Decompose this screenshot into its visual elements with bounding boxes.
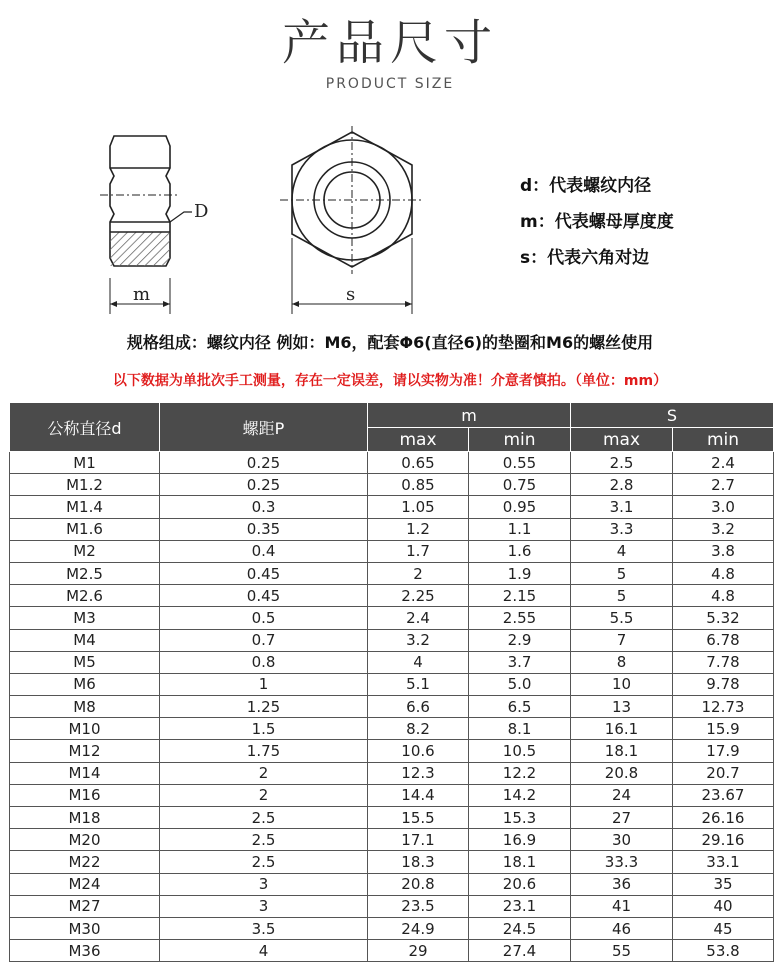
cell-s-min: 26.16 <box>673 807 774 829</box>
cell-m-max: 18.3 <box>368 851 469 873</box>
legend-d: d：代表螺纹内径 <box>520 176 652 196</box>
cell-m-min: 2.55 <box>469 607 571 629</box>
cell-pitch: 2 <box>160 784 368 806</box>
label-m: m <box>133 284 151 305</box>
cell-m-min: 27.4 <box>469 940 571 962</box>
cell-pitch: 3 <box>160 895 368 917</box>
cell-pitch: 0.7 <box>160 629 368 651</box>
cell-nominal: M1.4 <box>10 496 160 518</box>
cell-m-max: 3.2 <box>368 629 469 651</box>
header-m-min: min <box>469 428 571 452</box>
table-body <box>10 452 774 962</box>
cell-s-max: 46 <box>571 917 673 939</box>
cell-nominal: M2 <box>10 540 160 562</box>
cell-nominal: M24 <box>10 873 160 895</box>
cell-pitch: 0.45 <box>160 562 368 584</box>
cell-m-max: 2 <box>368 562 469 584</box>
cell-pitch: 1 <box>160 673 368 695</box>
cell-s-max: 3.1 <box>571 496 673 518</box>
cell-m-max: 29 <box>368 940 469 962</box>
cell-s-max: 5.5 <box>571 607 673 629</box>
cell-m-max: 10.6 <box>368 740 469 762</box>
cell-nominal: M20 <box>10 829 160 851</box>
cell-m-min: 23.1 <box>469 895 571 917</box>
cell-s-min: 6.78 <box>673 629 774 651</box>
cell-pitch: 0.5 <box>160 607 368 629</box>
cell-m-max: 24.9 <box>368 917 469 939</box>
cell-pitch: 0.25 <box>160 474 368 496</box>
cell-s-max: 13 <box>571 696 673 718</box>
cell-pitch: 1.5 <box>160 718 368 740</box>
header-nominal-diameter: 公称直径d <box>10 403 160 452</box>
table-row <box>10 762 774 784</box>
cell-s-min: 4.8 <box>673 562 774 584</box>
cell-nominal: M1.2 <box>10 474 160 496</box>
cell-s-max: 10 <box>571 673 673 695</box>
measurement-warning: 以下数据为单批次手工测量，存在一定误差，请以实物为准！介意者慎拍。（单位：mm） <box>112 373 668 389</box>
cell-m-max: 20.8 <box>368 873 469 895</box>
cell-m-min: 24.5 <box>469 917 571 939</box>
cell-pitch: 0.25 <box>160 452 368 474</box>
cell-m-min: 10.5 <box>469 740 571 762</box>
cell-m-min: 1.1 <box>469 518 571 540</box>
legend-m: m：代表螺母厚度度 <box>520 212 674 232</box>
cell-s-max: 27 <box>571 807 673 829</box>
cell-s-min: 53.8 <box>673 940 774 962</box>
cell-m-max: 12.3 <box>368 762 469 784</box>
table-row <box>10 562 774 584</box>
cell-s-max: 5 <box>571 585 673 607</box>
cell-s-max: 41 <box>571 895 673 917</box>
page-title: 产品尺寸 <box>281 15 498 71</box>
cell-nominal: M5 <box>10 651 160 673</box>
cell-s-min: 35 <box>673 873 774 895</box>
cell-m-min: 0.95 <box>469 496 571 518</box>
cell-m-max: 4 <box>368 651 469 673</box>
cell-pitch: 0.35 <box>160 518 368 540</box>
cell-s-min: 12.73 <box>673 696 774 718</box>
header-s-max: max <box>571 428 673 452</box>
cell-m-max: 1.2 <box>368 518 469 540</box>
cell-m-max: 0.65 <box>368 452 469 474</box>
table-row <box>10 829 774 851</box>
cell-pitch: 1.75 <box>160 740 368 762</box>
table-row <box>10 940 774 962</box>
cell-pitch: 0.8 <box>160 651 368 673</box>
cell-s-max: 30 <box>571 829 673 851</box>
cell-nominal: M2.6 <box>10 585 160 607</box>
cell-m-min: 14.2 <box>469 784 571 806</box>
table-row <box>10 873 774 895</box>
cell-m-min: 8.1 <box>469 718 571 740</box>
cell-s-max: 20.8 <box>571 762 673 784</box>
cell-m-max: 5.1 <box>368 673 469 695</box>
cell-m-min: 20.6 <box>469 873 571 895</box>
cell-m-max: 17.1 <box>368 829 469 851</box>
cell-s-min: 45 <box>673 917 774 939</box>
table-row <box>10 807 774 829</box>
cell-s-min: 9.78 <box>673 673 774 695</box>
table-row <box>10 585 774 607</box>
cell-s-max: 55 <box>571 940 673 962</box>
cell-nominal: M1 <box>10 452 160 474</box>
cell-s-min: 17.9 <box>673 740 774 762</box>
cell-m-min: 6.5 <box>469 696 571 718</box>
cell-pitch: 2.5 <box>160 807 368 829</box>
cell-s-max: 16.1 <box>571 718 673 740</box>
header-pitch: 螺距P <box>160 403 368 452</box>
cell-m-min: 1.6 <box>469 540 571 562</box>
cell-nominal: M22 <box>10 851 160 873</box>
cell-m-min: 2.15 <box>469 585 571 607</box>
table-row <box>10 496 774 518</box>
cell-pitch: 2.5 <box>160 851 368 873</box>
cell-m-max: 23.5 <box>368 895 469 917</box>
cell-m-max: 0.85 <box>368 474 469 496</box>
table-row <box>10 452 774 474</box>
table-row <box>10 474 774 496</box>
cell-m-min: 5.0 <box>469 673 571 695</box>
cell-s-min: 5.32 <box>673 607 774 629</box>
cell-s-min: 15.9 <box>673 718 774 740</box>
cell-m-min: 18.1 <box>469 851 571 873</box>
cell-nominal: M8 <box>10 696 160 718</box>
table-row <box>10 718 774 740</box>
cell-s-max: 3.3 <box>571 518 673 540</box>
cell-s-max: 2.8 <box>571 474 673 496</box>
size-table <box>9 402 774 962</box>
cell-m-min: 0.55 <box>469 452 571 474</box>
cell-pitch: 1.25 <box>160 696 368 718</box>
cell-s-min: 4.8 <box>673 585 774 607</box>
cell-s-min: 3.8 <box>673 540 774 562</box>
cell-s-max: 7 <box>571 629 673 651</box>
table-row <box>10 784 774 806</box>
cell-s-max: 24 <box>571 784 673 806</box>
cell-nominal: M18 <box>10 807 160 829</box>
cell-s-max: 8 <box>571 651 673 673</box>
table-row <box>10 673 774 695</box>
cell-s-max: 4 <box>571 540 673 562</box>
table-row <box>10 607 774 629</box>
cell-s-max: 5 <box>571 562 673 584</box>
header-s: S <box>571 403 774 428</box>
cell-s-min: 23.67 <box>673 784 774 806</box>
table-row <box>10 917 774 939</box>
cell-pitch: 2 <box>160 762 368 784</box>
cell-m-max: 14.4 <box>368 784 469 806</box>
cell-pitch: 3.5 <box>160 917 368 939</box>
cell-s-min: 40 <box>673 895 774 917</box>
cell-s-max: 36 <box>571 873 673 895</box>
cell-s-min: 2.4 <box>673 452 774 474</box>
cell-m-min: 0.75 <box>469 474 571 496</box>
cell-pitch: 0.3 <box>160 496 368 518</box>
cell-pitch: 0.4 <box>160 540 368 562</box>
cell-nominal: M30 <box>10 917 160 939</box>
nut-diagram <box>80 118 440 318</box>
spec-description: 规格组成：螺纹内径 例如：M6，配套Φ6(直径6)的垫圈和M6的螺丝使用 <box>126 333 654 352</box>
cell-pitch: 4 <box>160 940 368 962</box>
cell-m-max: 1.05 <box>368 496 469 518</box>
cell-m-max: 2.25 <box>368 585 469 607</box>
cell-s-min: 2.7 <box>673 474 774 496</box>
cell-s-max: 33.3 <box>571 851 673 873</box>
table-row <box>10 651 774 673</box>
cell-s-min: 3.2 <box>673 518 774 540</box>
table-row <box>10 851 774 873</box>
cell-m-max: 15.5 <box>368 807 469 829</box>
cell-s-min: 3.0 <box>673 496 774 518</box>
cell-nominal: M27 <box>10 895 160 917</box>
cell-pitch: 0.45 <box>160 585 368 607</box>
cell-s-min: 33.1 <box>673 851 774 873</box>
cell-nominal: M6 <box>10 673 160 695</box>
cell-nominal: M14 <box>10 762 160 784</box>
cell-m-max: 2.4 <box>368 607 469 629</box>
cell-nominal: M16 <box>10 784 160 806</box>
cell-s-min: 20.7 <box>673 762 774 784</box>
page-subtitle: PRODUCT SIZE <box>325 76 455 92</box>
table-row <box>10 895 774 917</box>
cell-m-max: 1.7 <box>368 540 469 562</box>
table-row <box>10 740 774 762</box>
table-row <box>10 629 774 651</box>
cell-s-min: 7.78 <box>673 651 774 673</box>
cell-nominal: M36 <box>10 940 160 962</box>
table-row <box>10 540 774 562</box>
cell-s-max: 2.5 <box>571 452 673 474</box>
header-m-max: max <box>368 428 469 452</box>
cell-pitch: 3 <box>160 873 368 895</box>
label-s: s <box>346 284 356 305</box>
cell-m-min: 2.9 <box>469 629 571 651</box>
cell-nominal: M4 <box>10 629 160 651</box>
cell-m-min: 1.9 <box>469 562 571 584</box>
table-row <box>10 696 774 718</box>
header-s-min: min <box>673 428 774 452</box>
legend <box>520 168 674 276</box>
cell-m-min: 16.9 <box>469 829 571 851</box>
table-row <box>10 518 774 540</box>
cell-nominal: M2.5 <box>10 562 160 584</box>
cell-m-min: 12.2 <box>469 762 571 784</box>
header-m: m <box>368 403 571 428</box>
label-d: D <box>194 201 209 222</box>
cell-s-max: 18.1 <box>571 740 673 762</box>
cell-s-min: 29.16 <box>673 829 774 851</box>
cell-m-min: 3.7 <box>469 651 571 673</box>
cell-m-max: 6.6 <box>368 696 469 718</box>
cell-nominal: M1.6 <box>10 518 160 540</box>
cell-m-min: 15.3 <box>469 807 571 829</box>
cell-m-max: 8.2 <box>368 718 469 740</box>
cell-pitch: 2.5 <box>160 829 368 851</box>
cell-nominal: M10 <box>10 718 160 740</box>
legend-s: s：代表六角对边 <box>520 248 650 268</box>
cell-nominal: M3 <box>10 607 160 629</box>
cell-nominal: M12 <box>10 740 160 762</box>
